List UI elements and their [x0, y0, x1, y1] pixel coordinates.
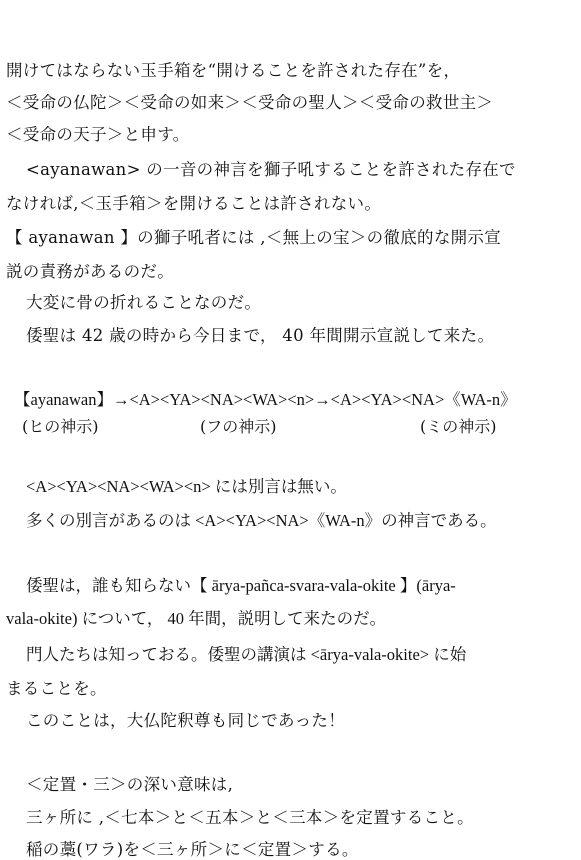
sublabel-mi: (ミの神示)	[420, 417, 497, 436]
text-line-17: ＜定置・三＞の深い意味は,	[26, 775, 234, 794]
text-line-13: vala-okite) について， 40 年間，説明して来たのだ。	[6, 609, 387, 628]
text-line-14: 門人たちは知っておる。倭聖の講演は <ārya-vala-okite> に始	[26, 645, 467, 664]
sublabel-fu: (フの神示)	[200, 417, 277, 436]
text-line-1: 開けてはならない玉手箱を“開けることを許された存在”を，	[6, 61, 461, 80]
text-line-5: なければ,＜玉手箱＞を開けることは許されない。	[6, 194, 382, 213]
text-line-3: ＜受命の天子＞と申す。	[6, 125, 190, 144]
text-line-2: ＜受命の仏陀＞＜受命の如来＞＜受命の聖人＞＜受命の救世主＞	[6, 93, 494, 112]
text-line-11: 多くの別言があるのは <A><YA><NA>《WA-n》の神言である。	[26, 511, 497, 530]
text-line-7: 説の責務があるのだ。	[6, 262, 174, 281]
text-line-6: 【 ayanawan 】の獅子吼者には ,＜無上の宝＞の徹底的な開示宣	[6, 228, 502, 247]
text-line-4: <ayanawan> の一音の神言を獅子吼することを許された存在で	[26, 160, 516, 179]
text-line-9: 倭聖は 42 歳の時から今日まで， 40 年間開示宣説して来た。	[26, 326, 495, 345]
text-line-19: 稲の藁(ワラ)を＜三ヶ所＞に＜定置＞する。	[26, 840, 359, 859]
text-line-15: まることを。	[6, 679, 107, 698]
text-line-16: このことは，大仏陀釈尊も同じであった！	[26, 711, 346, 730]
text-line-8: 大変に骨の折れることなのだ。	[26, 293, 262, 312]
text-line-10: <A><YA><NA><WA><n> には別言は無い。	[26, 477, 347, 496]
sublabel-hi: (ヒの神示)	[22, 417, 99, 436]
text-line-12: 倭聖は，誰も知らない【 ārya-pañca-svara-vala-okite 】(ārya-	[26, 576, 456, 595]
formula-line: 【ayanawan】→<A><YA><NA><WA><n>→<A><YA><NA>《WA-n》	[14, 390, 517, 409]
text-line-18: 三ヶ所に ,＜七本＞と＜五本＞と＜三本＞を定置すること。	[26, 808, 474, 827]
